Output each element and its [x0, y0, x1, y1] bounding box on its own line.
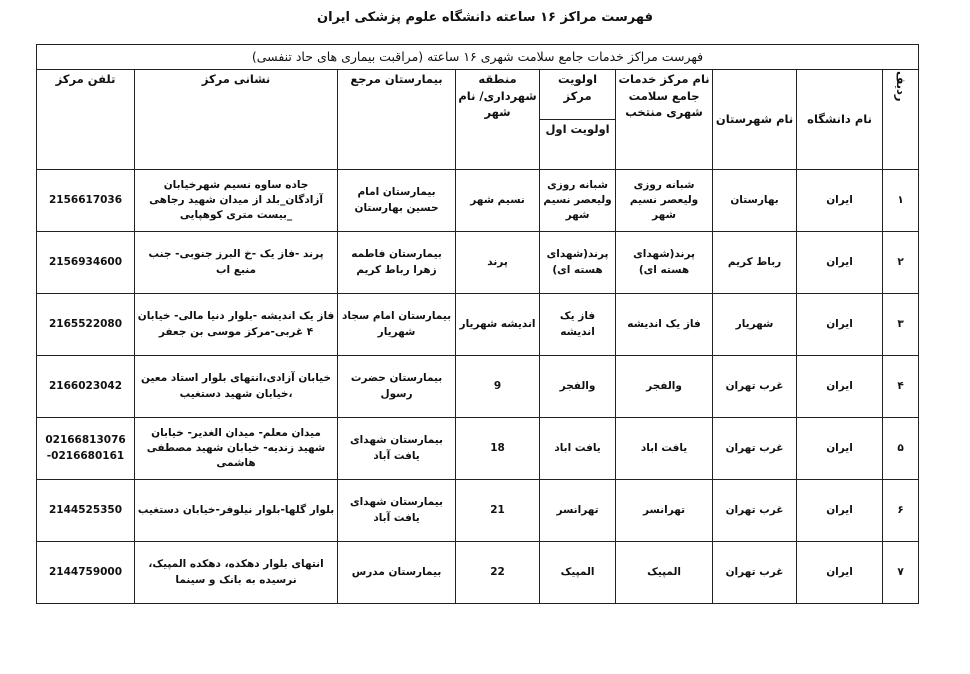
- cell-district: پرند: [456, 232, 540, 294]
- cell-university: ایران: [797, 294, 883, 356]
- cell-center: فاز یک اندیشه: [616, 294, 713, 356]
- cell-num: ۵: [883, 418, 919, 480]
- cell-phone: 2156934600: [37, 232, 135, 294]
- header-row-number: ردیف: [883, 70, 919, 170]
- cell-hospital: بیمارستان حضرت رسول: [338, 356, 456, 418]
- cell-county: غرب تهران: [713, 418, 797, 480]
- header-priority-first: اولویت اول: [540, 120, 616, 170]
- header-center: نام مرکز خدمات جامع سلامت شهری منتخب: [616, 70, 713, 170]
- cell-center: شبانه روزی ولیعصر نسیم شهر: [616, 170, 713, 232]
- header-phone: تلفن مرکز: [37, 70, 135, 170]
- cell-num: ۴: [883, 356, 919, 418]
- header-priority-center: اولویت مرکز: [540, 70, 616, 120]
- cell-address: خیابان آزادی،انتهای بلوار استاد معین ،خیابان شهید دستغیب: [135, 356, 338, 418]
- cell-district: 9: [456, 356, 540, 418]
- cell-university: ایران: [797, 418, 883, 480]
- cell-center: تهرانسر: [616, 480, 713, 542]
- cell-priority: المپیک: [540, 542, 616, 604]
- header-county: نام شهرستان: [713, 70, 797, 170]
- cell-address: پرند -فاز یک -خ البرز جنوبی- جنب منبع اب: [135, 232, 338, 294]
- cell-center: پرند(شهدای هسته ای): [616, 232, 713, 294]
- cell-county: رباط کریم: [713, 232, 797, 294]
- page-title: فهرست مراکز ۱۶ ساعته دانشگاه علوم پزشکی ایران: [317, 10, 653, 25]
- cell-address: انتهای بلوار دهکده، دهکده المپیک، نرسیده به بانک و سینما: [135, 542, 338, 604]
- cell-phone: 2144759000: [37, 542, 135, 604]
- cell-num: ۲: [883, 232, 919, 294]
- cell-address: فاز یک اندیشه -بلوار دنیا مالی- خیابان ۴ غربی-مرکز موسی بن جعفر: [135, 294, 338, 356]
- cell-address: جاده ساوه نسیم شهرخیابان آزادگان_بلد از میدان شهید رجاهی _بیست متری کوهپایی: [135, 170, 338, 232]
- cell-hospital: بیمارستان شهدای یافت آباد: [338, 480, 456, 542]
- cell-university: ایران: [797, 480, 883, 542]
- header-address: نشانی مرکز: [135, 70, 338, 170]
- table-row: [37, 232, 919, 294]
- cell-priority: فاز یک اندیشه: [540, 294, 616, 356]
- cell-county: غرب تهران: [713, 542, 797, 604]
- cell-priority: والفجر: [540, 356, 616, 418]
- cell-county: غرب تهران: [713, 356, 797, 418]
- cell-center: المپیک: [616, 542, 713, 604]
- cell-priority: تهرانسر: [540, 480, 616, 542]
- cell-county: غرب تهران: [713, 480, 797, 542]
- cell-address: بلوار گلها-بلوار نیلوفر-خیابان دستغیب: [135, 480, 338, 542]
- cell-num: ۷: [883, 542, 919, 604]
- cell-university: ایران: [797, 232, 883, 294]
- cell-phone: 2165522080: [37, 294, 135, 356]
- cell-address: میدان معلم- میدان الغدیر- خیابان شهید زندیه- خیابان شهید مصطفی هاشمی: [135, 418, 338, 480]
- cell-hospital: بیمارستان مدرس: [338, 542, 456, 604]
- table-row: [37, 294, 919, 356]
- cell-university: ایران: [797, 542, 883, 604]
- cell-county: شهریار: [713, 294, 797, 356]
- cell-university: ایران: [797, 356, 883, 418]
- table-row: [37, 480, 919, 542]
- table-row: [37, 542, 919, 604]
- cell-university: ایران: [797, 170, 883, 232]
- cell-county: بهارستان: [713, 170, 797, 232]
- cell-district: 18: [456, 418, 540, 480]
- cell-phone: 2144525350: [37, 480, 135, 542]
- table-row: [37, 170, 919, 232]
- cell-priority: یافت اباد: [540, 418, 616, 480]
- cell-district: 22: [456, 542, 540, 604]
- cell-phone: 02166813076 -0216680161: [37, 418, 135, 480]
- cell-district: نسیم شهر: [456, 170, 540, 232]
- cell-num: ۶: [883, 480, 919, 542]
- header-university: نام دانشگاه: [797, 70, 883, 170]
- cell-num: ۳: [883, 294, 919, 356]
- header-district: منطقه شهرداری/ نام شهر: [456, 70, 540, 170]
- cell-hospital: بیمارستان امام سجاد شهریار: [338, 294, 456, 356]
- table-row: [37, 356, 919, 418]
- cell-priority: شبانه روزی ولیعصر نسیم شهر: [540, 170, 616, 232]
- cell-hospital: بیمارستان شهدای یافت آباد: [338, 418, 456, 480]
- cell-phone: 2166023042: [37, 356, 135, 418]
- cell-district: اندیشه شهریار: [456, 294, 540, 356]
- cell-num: ۱: [883, 170, 919, 232]
- table-caption: فهرست مراکز خدمات جامع سلامت شهری ۱۶ ساعته (مراقبت بیماری های حاد تنفسی): [37, 45, 919, 70]
- centers-table: [36, 44, 919, 604]
- cell-priority: پرند(شهدای هسته ای): [540, 232, 616, 294]
- cell-center: والفجر: [616, 356, 713, 418]
- cell-hospital: بیمارستان امام حسین بهارستان: [338, 170, 456, 232]
- cell-hospital: بیمارستان فاطمه زهرا رباط کریم: [338, 232, 456, 294]
- table-row: [37, 418, 919, 480]
- header-hospital: بیمارستان مرجع: [338, 70, 456, 170]
- cell-phone: 2156617036: [37, 170, 135, 232]
- cell-district: 21: [456, 480, 540, 542]
- cell-center: یافت اباد: [616, 418, 713, 480]
